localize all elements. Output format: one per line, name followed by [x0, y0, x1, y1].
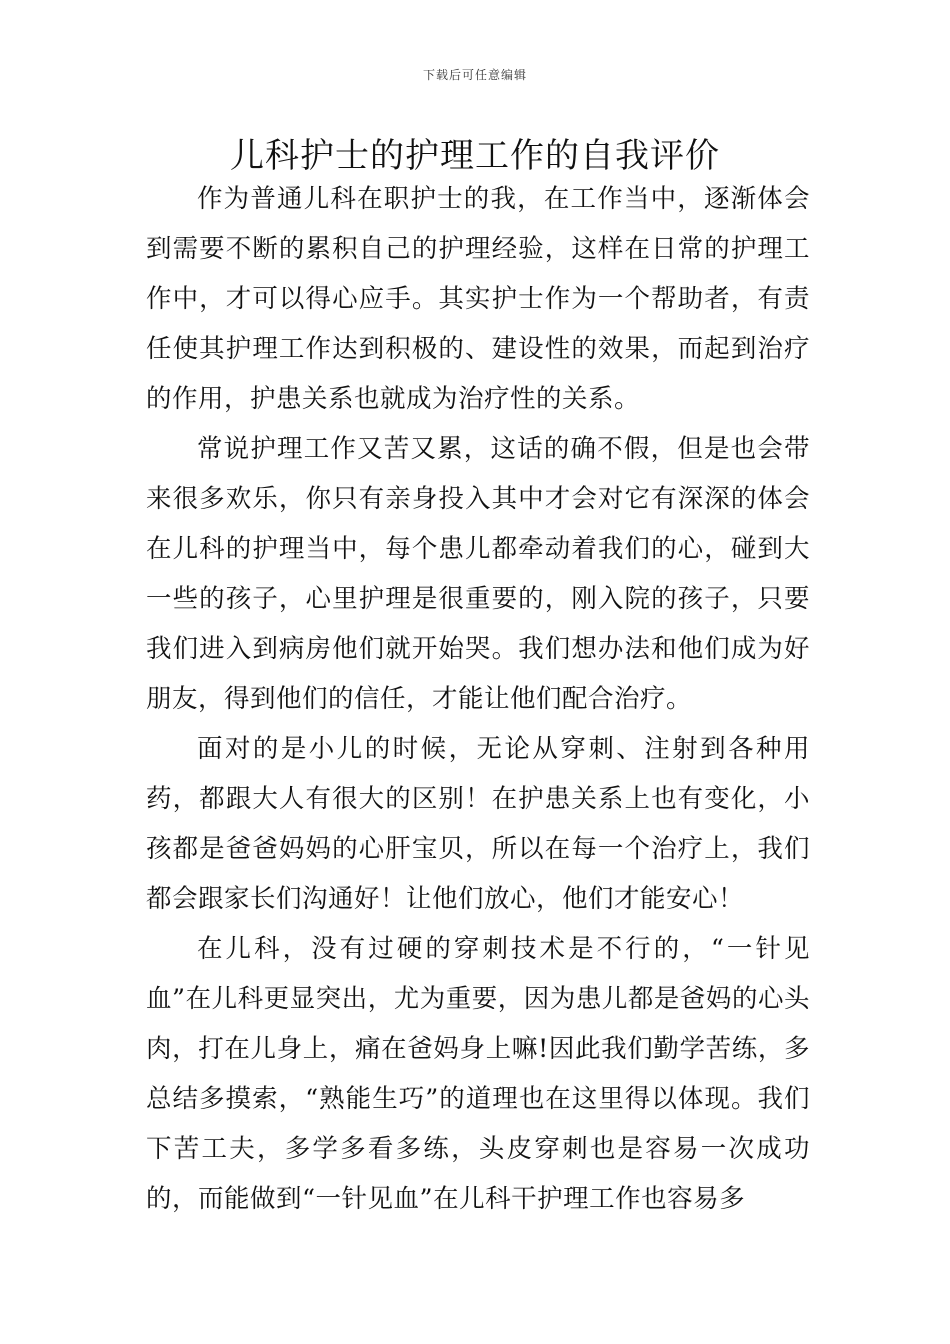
- paragraph-1: 作为普通儿科在职护士的我，在工作当中，逐渐体会到需要不断的累积自己的护理经验，这样在日常的护理工作中，才可以得心应手。其实护士作为一个帮助者，有责任使其护理工作达到积极的、建设性的效果，而起到治疗的作用，护患关系也就成为治疗性的关系。: [146, 184, 810, 414]
- paragraph-3: 面对的是小儿的时候，无论从穿刺、注射到各种用药，都跟大人有很大的区别！在护患关系上也有变化，小孩都是爸爸妈妈的心肝宝贝，所以在每一个治疗上，我们都会跟家长们沟通好！让他们放心，他们才能安心！: [146, 734, 810, 914]
- paragraph-4: 在儿科，没有过硬的穿刺技术是不行的，“一针见血”在儿科更显突出，尤为重要，因为患儿都是爸妈的心头肉，打在儿身上，痛在爸妈身上嘛!因此我们勤学苦练，多总结多摸索，“熟能生巧”的道理也在这里得以体现。我们下苦工夫，多学多看多练，头皮穿刺也是容易一次成功的，而能做到“一针见血”在儿科干护理工作也容易多: [146, 934, 810, 1214]
- paragraph-2: 常说护理工作又苦又累，这话的确不假，但是也会带来很多欢乐，你只有亲身投入其中才会对它有深深的体会在儿科的护理当中，每个患儿都牵动着我们的心，碰到大一些的孩子，心里护理是很重要的，刚入院的孩子，只要我们进入到病房他们就开始哭。我们想办法和他们成为好朋友，得到他们的信任，才能让他们配合治疗。: [146, 434, 810, 714]
- document-title: 儿科护士的护理工作的自我评价: [230, 136, 720, 176]
- header-note: 下载后可任意编辑: [422, 68, 527, 82]
- document-body: [146, 174, 810, 1224]
